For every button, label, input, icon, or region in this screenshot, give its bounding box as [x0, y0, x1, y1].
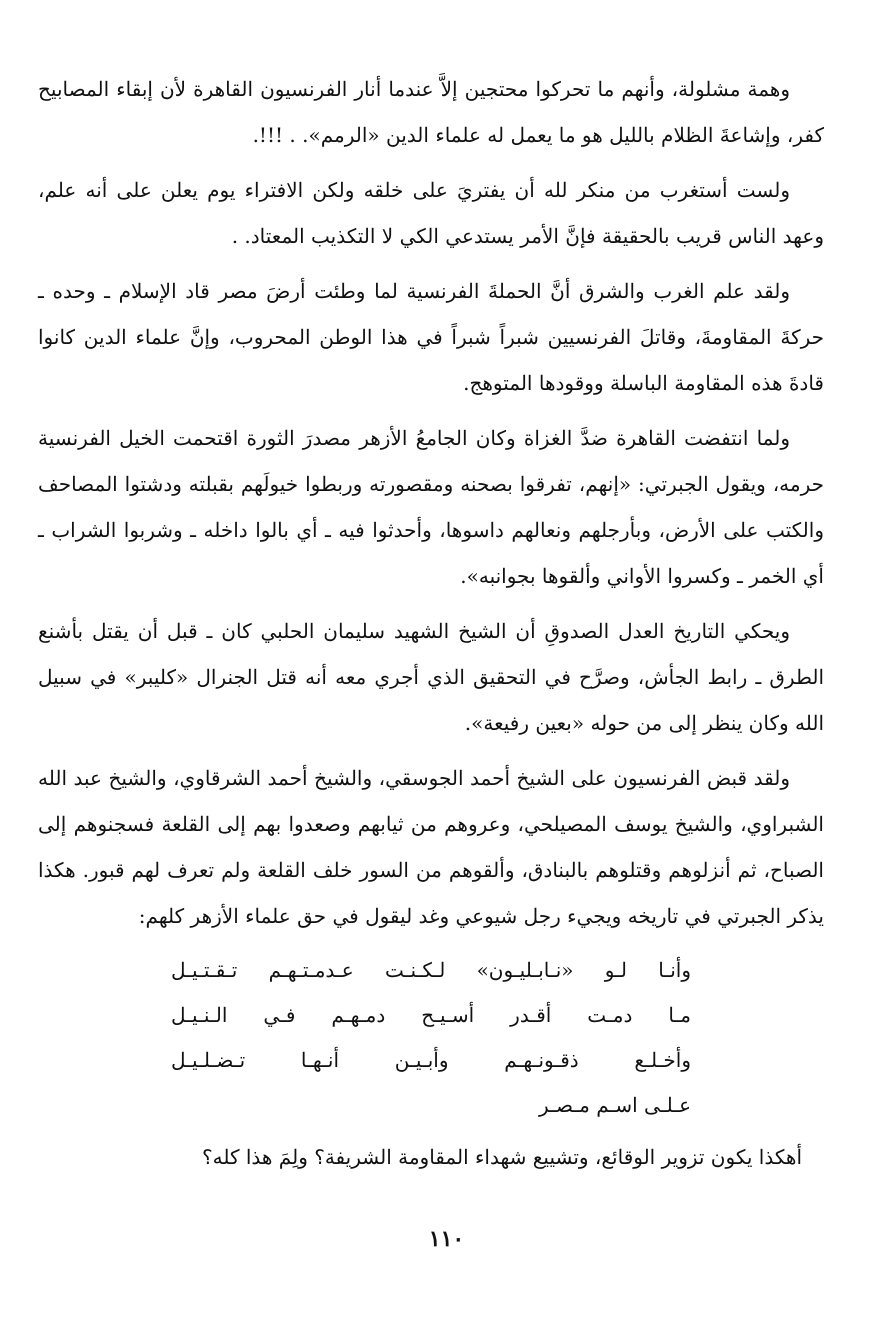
paragraph-4: ولما انتفضت القاهرة ضدَّ الغزاة وكان الجامعُ الأزهر مصدرَ الثورة اقتحمت الخيل الفرنسية حرمه، ويقول الجبرتي: «إنهم، تفرقوا بصحنه ومقصورته وربطوا خيولَهم بقبلته ودشتوا المصاحف والكتب على الأرض، وبأرجلهم ونعالهم داسوها، وأحدثوا فيه ـ أي بالوا داخله ـ وشربوا الشراب ـ أي الخمر ـ وكسروا الأواني وألقوها بجوانبه».	[38, 426, 824, 588]
poem-line-3: وأخـلـع ذقـونـهـم وأبـيـن أنـهـا تـضـلـيـل	[171, 1048, 691, 1072]
paragraph-5: ويحكي التاريخ العدل الصدوقِ أن الشيخ الشهيد سليمان الحلبي كان ـ قبل أن يقتل بأشنع الطرق ـ رابط الجأش، وصرَّح في التحقيق الذي أجري معه أنه قتل الجنرال «كليبر» في سبيل الله وكان ينظر إلى من حوله «بعين رفيعة».	[38, 619, 824, 735]
paragraph-2: ولست أستغرب من منكر لله أن يفتريَ على خلقه ولكن الافتراء يوم يعلن على أنه علم، وعهد الناس قريب بالحقيقة فإنَّ الأمر يستدعي الكي لا التكذيب المعتاد. .	[38, 178, 824, 248]
poem-line-4: عـلـى اسـم مـصـر	[539, 1093, 691, 1117]
poem-line-1: وأنـا لـو «نـابـليـون» لـكـنـت عـدمـتـهـم تـقـتـيـل	[171, 958, 691, 982]
closing-question: أهكذا يكون تزوير الوقائع، وتشييع شهداء المقاومة الشريفة؟ ولِمَ هذا كله؟	[202, 1145, 802, 1169]
paragraph-3: ولقد علم الغرب والشرق أنَّ الحملةَ الفرنسية لما وطئت أرضَ مصر قاد الإسلام ـ وحده ـ حركةَ المقاومةَ، وقاتلَ الفرنسيين شبراً شبراً في هذا الوطن المحروب، وإنَّ علماء الدين كانوا قادةَ هذه المقاومة الباسلة ووقودها المتوهج.	[38, 279, 824, 395]
page-number: ١١٠	[428, 1226, 465, 1252]
poem-quote	[171, 948, 691, 1128]
paragraph-6: ولقد قبض الفرنسيون على الشيخ أحمد الجوسقي، والشيخ أحمد الشرقاوي، والشيخ عبد الله الشبراوي، والشيخ يوسف المصيلحي، وعروهم من ثيابهم وصعدوا بهم إلى القلعة فسجنوهم إلى الصباح، ثم أنزلوهم وقتلوهم بالبنادق، وألقوهم من السور خلف القلعة ولم تعرف لهم قبور. هكذا يذكر الجبرتي في تاريخه ويجيء رجل شيوعي وغد ليقول في حق علماء الأزهر كلهم:	[38, 766, 824, 928]
paragraph-1: وهمة مشلولة، وأنهم ما تحركوا محتجين إلاَّ عندما أنار الفرنسيون القاهرة لأن إبقاء المصابيح كفر، وإشاعةَ الظلام بالليل هو ما يعمل له علماء الدين «الرمم». . !!!.	[38, 77, 824, 147]
poem-line-2: مـا دمـت أقـدر أسـيـح دمـهـم فـي الـنـيـل	[171, 1003, 691, 1027]
page-body	[38, 66, 824, 1180]
